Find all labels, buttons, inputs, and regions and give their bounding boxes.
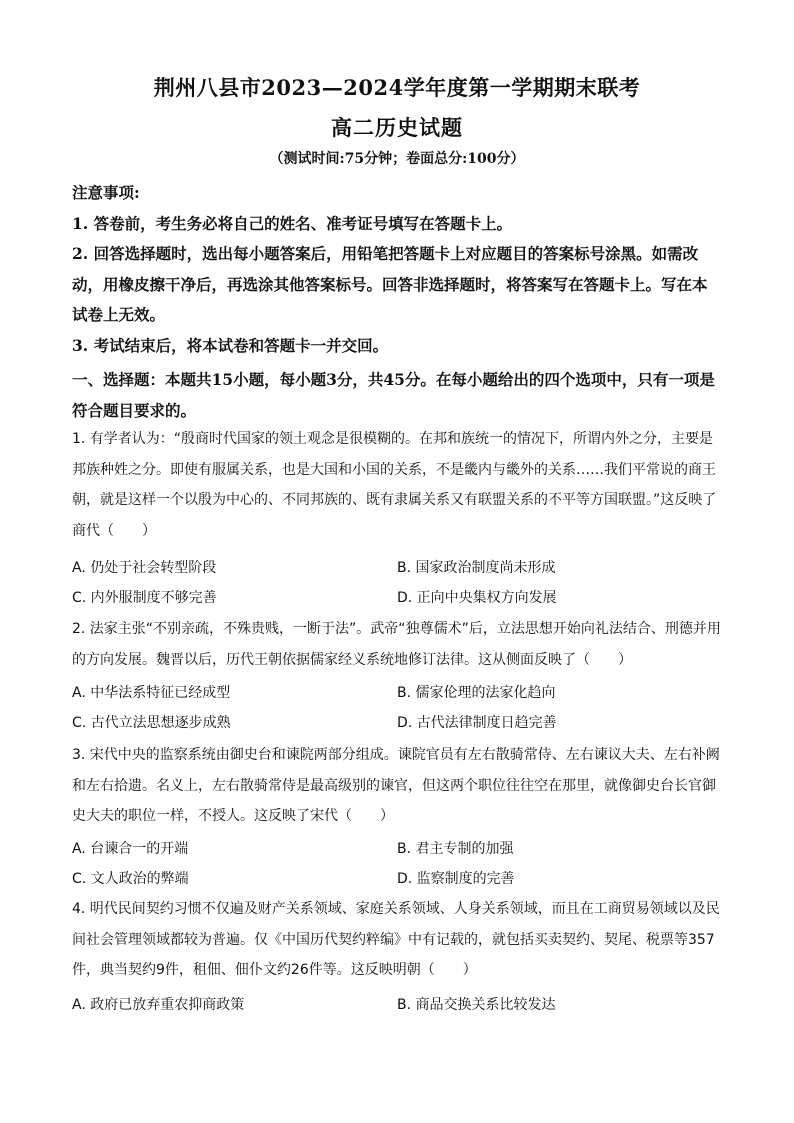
option-c: C. 古代立法思想逐步成熟 <box>72 715 231 731</box>
note-item-1: 1. 答卷前，考生务必将自己的姓名、准考证号填写在答题卡上。 <box>72 213 513 233</box>
section-heading: 一、选择题：本题共15小题，每小题3分，共45分。在每小题给出的四个选项中，只有一项是符合题目要求的。 <box>72 370 715 420</box>
question-1 <box>72 424 722 546</box>
question-stem: 1. 有学者认为：“殷商时代国家的领土观念是很模糊的。在邦和族统一的情况下，所谓内外之分，主要是邦族种姓之分。即使有服属关系，也是大国和小国的关系，不是畿内与畿外的关系……我们平常说的商王朝，就是这样一个以殷为中心的、不同邦族的、既有隶属关系又有联盟关系的不平等方国联盟。”这反映了商代（ ） <box>72 431 717 539</box>
option-d: D. 古代法律制度日趋完善 <box>397 715 557 731</box>
question-2 <box>72 614 722 675</box>
note-item-2: 2. 回答选择题时，选出每小题答案后，用铅笔把答题卡上对应题目的答案标号涂黑。如需改动，用橡皮擦干净后，再选涂其他答案标号。回答非选择题时，将答案写在答题卡上。写在本试卷上无效。 <box>72 244 708 324</box>
question-stem: 2. 法家主张“不别亲疏，不殊贵贱，一断于法”。武帝“独尊儒术”后，立法思想开始向礼法结合、刑德并用的方向发展。魏晋以后，历代王朝依据儒家经义系统地修订法律。这从侧面反映了（ ） <box>72 621 721 668</box>
exam-title: 荆州八县市2023—2024学年度第一学期期末联考 <box>153 75 641 100</box>
question-4 <box>72 894 722 986</box>
option-b: B. 商品交换关系比较发达 <box>397 997 556 1013</box>
question-3 <box>72 740 722 832</box>
exam-subtitle: 高二历史试题 <box>331 115 463 140</box>
option-d: D. 正向中央集权方向发展 <box>397 590 557 606</box>
option-b: B. 儒家伦理的法家化趋向 <box>397 685 556 701</box>
question-stem: 4. 明代民间契约习惯不仅遍及财产关系领域、家庭关系领域、人身关系领域，而且在工商贸易领域以及民间社会管理领域都较为普遍。仅《中国历代契约粹编》中有记载的，就包括买卖契约、契尾、税票等357件，典当契约9件，租佃、佃仆文约26件等。这反映明朝（ ） <box>72 901 720 978</box>
option-c: C. 内外服制度不够完善 <box>72 590 217 606</box>
option-a: A. 台谏合一的开端 <box>72 841 189 857</box>
option-b: B. 君主专制的加强 <box>397 841 514 857</box>
note-item-3: 3. 考试结束后，将本试卷和答题卡一并交回。 <box>72 335 389 355</box>
option-a: A. 中华法系特征已经成型 <box>72 685 231 701</box>
option-b: B. 国家政治制度尚未形成 <box>397 560 556 576</box>
option-a: A. 政府已放弃重农抑商政策 <box>72 997 245 1013</box>
option-c: C. 文人政治的弊端 <box>72 871 189 887</box>
notes-heading: 注意事项: <box>72 183 140 202</box>
test-info: （测试时间:75分钟；卷面总分:100分） <box>269 151 525 167</box>
option-d: D. 监察制度的完善 <box>397 871 515 887</box>
notes-block <box>72 178 722 361</box>
option-a: A. 仍处于社会转型阶段 <box>72 560 217 576</box>
question-stem: 3. 宋代中央的监察系统由御史台和谏院两部分组成。谏院官员有左右散骑常侍、左右谏议大夫、左右补阙和左右拾遗。名义上，左右散骑常侍是最高级别的谏官，但这两个职位往往空在那里，就像御史台长官御史大夫的职位一样，不授人。这反映了宋代（ ） <box>72 747 720 824</box>
